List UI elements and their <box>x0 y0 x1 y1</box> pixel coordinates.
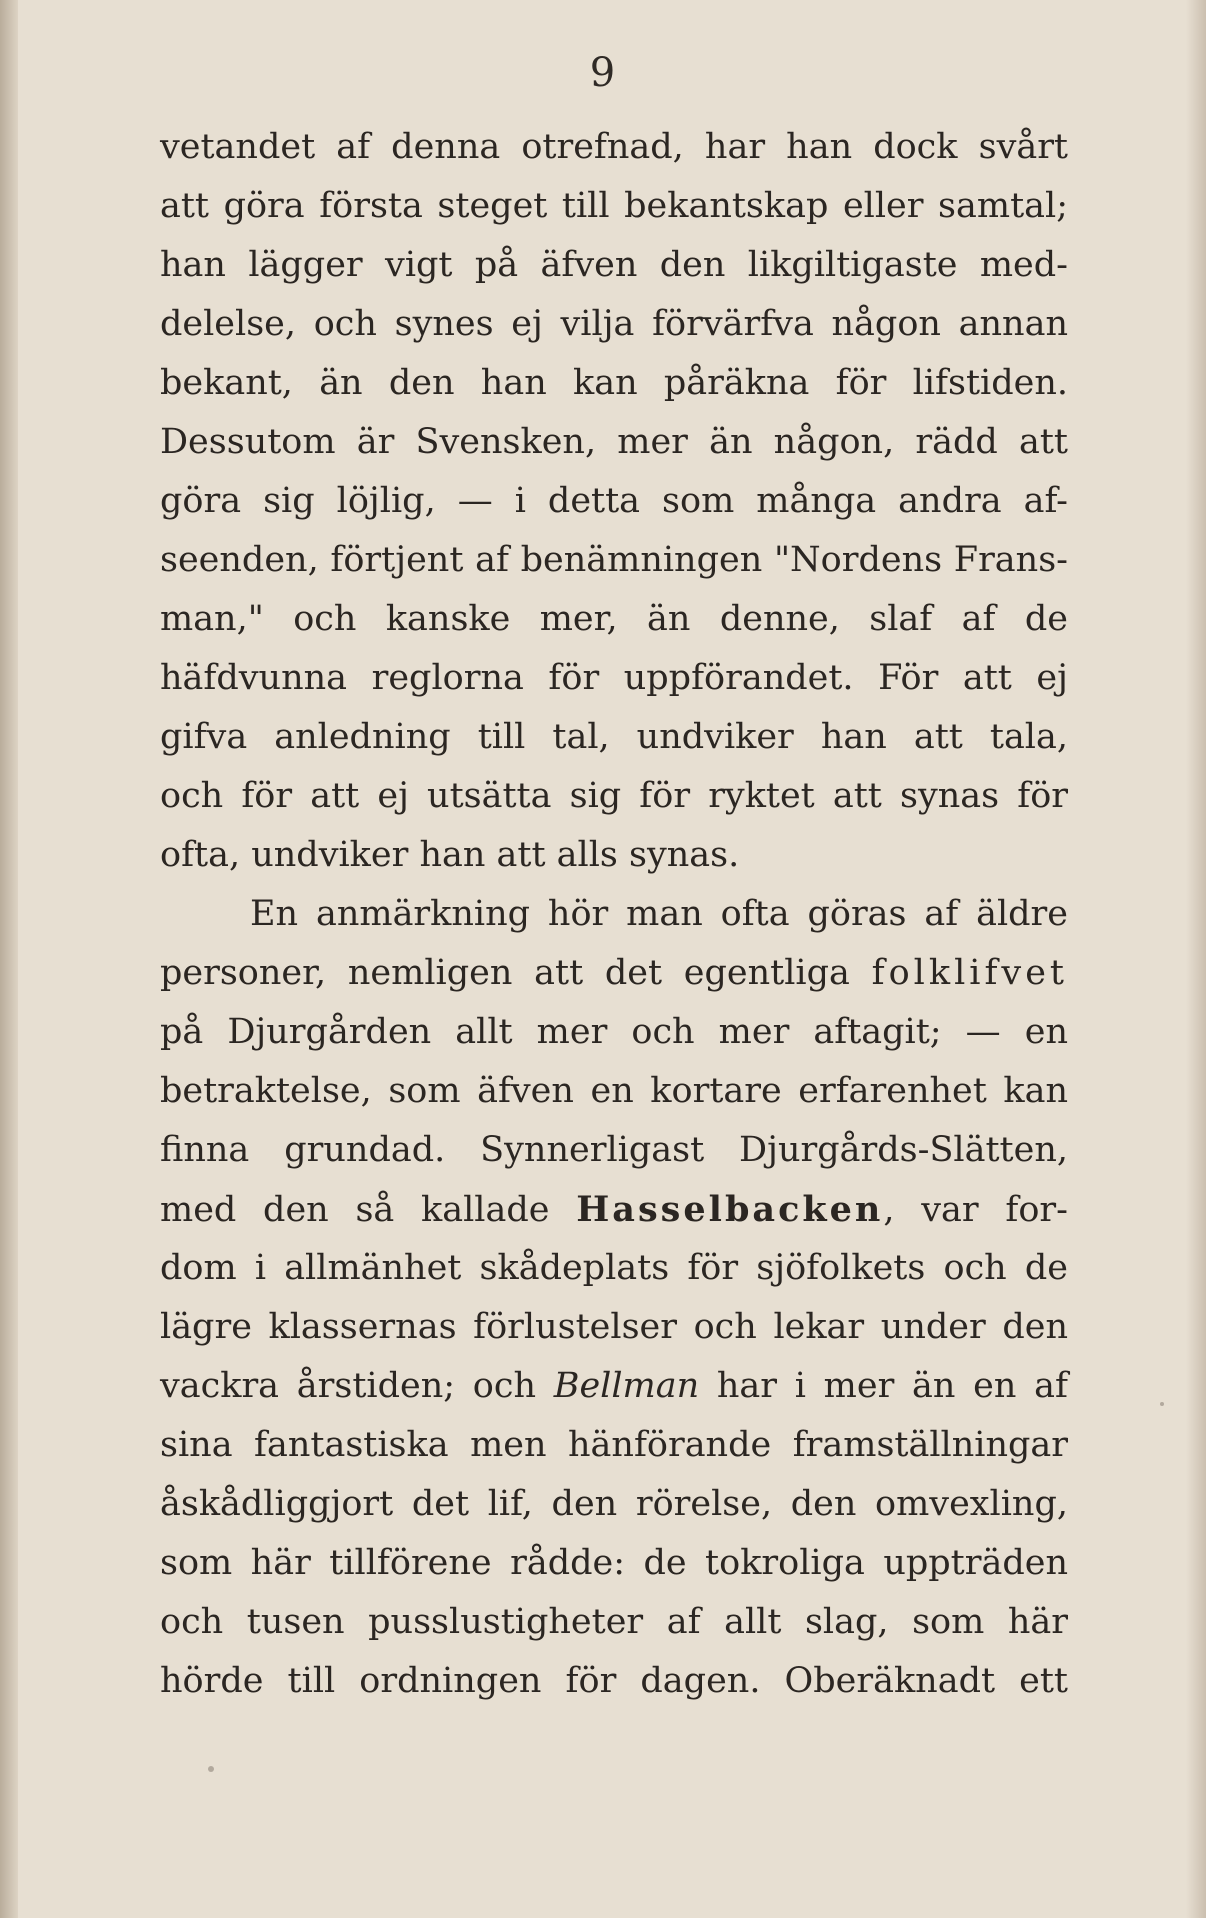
text-line: som här tillförene rådde: de tokroliga uppträden <box>160 1543 1068 1583</box>
text-run: har i mer än en af <box>716 1366 1068 1406</box>
author-name: Bellman <box>553 1366 700 1406</box>
text-line: man," och kanske mer, än denne, slaf af de <box>160 599 1068 639</box>
text-line: dom i allmänhet skådeplats för sjöfolkets och de <box>160 1248 1068 1288</box>
text-line: ofta, undviker han att alls synas. <box>160 835 740 875</box>
text-line: sina fantastiska men hänförande framställningar <box>160 1425 1068 1465</box>
text-line: betraktelse, som äfven en kortare erfarenhet kan <box>160 1071 1068 1111</box>
text-run: , var for- <box>883 1190 1068 1230</box>
body-text <box>160 118 1068 1711</box>
text-line: och för att ej utsätta sig för ryktet att synas för <box>160 776 1068 816</box>
text-line: vetandet af denna otrefnad, har han dock svårt <box>160 127 1068 167</box>
text-line: och tusen pusslustigheter af allt slag, som här <box>160 1602 1068 1642</box>
text-line: seenden, förtjent af benämningen "Nordens Frans- <box>160 540 1068 580</box>
text-line: bekant, än den han kan påräkna för lifstiden. <box>160 363 1068 403</box>
page-number: 9 <box>589 50 617 96</box>
text-line: En anmärkning hör man ofta göras af äldre <box>250 894 1068 934</box>
text-line: häfdvunna reglorna för uppförandet. För att ej <box>160 658 1068 698</box>
text-line: lägre klassernas förlustelser och lekar under den <box>160 1307 1068 1347</box>
text-line: att göra första steget till bekantskap eller samtal; <box>160 186 1068 226</box>
text-line <box>160 1180 1068 1239</box>
text-line: delelse, och synes ej vilja förvärfva någon annan <box>160 304 1068 344</box>
paper-speck <box>208 1766 214 1772</box>
text-line <box>160 944 1068 1003</box>
text-run: med den så kallade <box>160 1190 550 1230</box>
text-line: han lägger vigt på äfven den likgiltigaste med- <box>160 245 1068 285</box>
text-line: gifva anledning till tal, undviker han att tala, <box>160 717 1068 757</box>
text-line: göra sig löjlig, — i detta som många andra af- <box>160 481 1068 521</box>
text-line: Dessutom är Svensken, mer än någon, rädd att <box>160 422 1068 462</box>
text-run: personer, nemligen att det egentliga <box>160 953 850 993</box>
text-line: på Djurgården allt mer och mer aftagit; — en <box>160 1012 1068 1052</box>
text-line: finna grundad. Synnerligast Djurgårds-Slätten, <box>160 1130 1068 1170</box>
text-line: åskådliggjort det lif, den rörelse, den omvexling, <box>160 1484 1068 1524</box>
emphasized-word: folklifvet <box>871 953 1068 993</box>
text-line <box>160 1357 1068 1416</box>
paper-speck <box>1160 1402 1164 1406</box>
text-run: vackra årstiden; och <box>160 1366 536 1406</box>
place-name: Hasselbacken <box>576 1189 884 1230</box>
text-line: hörde till ordningen för dagen. Oberäknadt ett <box>160 1661 1068 1701</box>
